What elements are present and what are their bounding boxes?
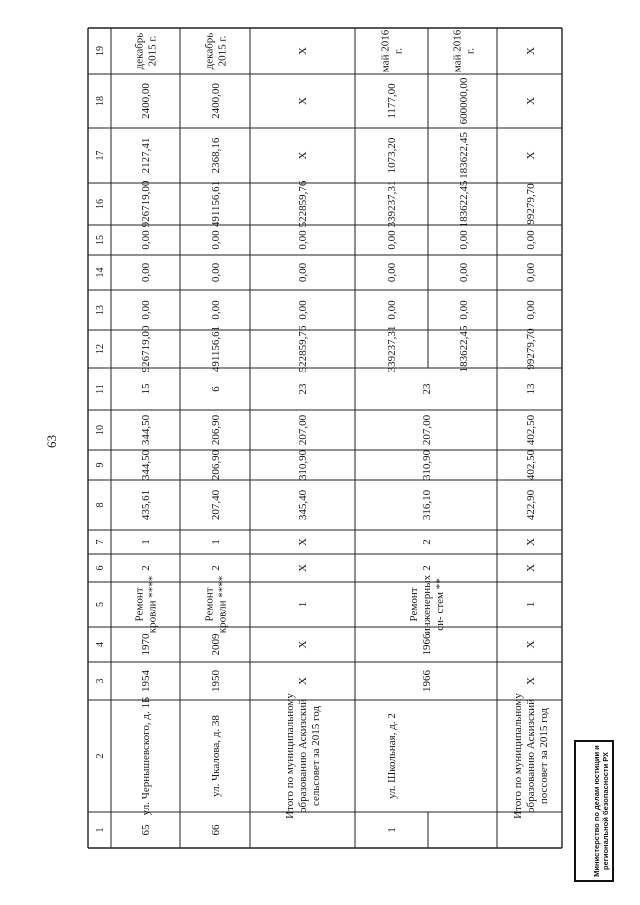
- svg-text:0,00: 0,00: [209, 230, 222, 250]
- svg-text:1950: 1950: [209, 670, 222, 692]
- column-header-5: [95, 602, 106, 607]
- cell-r3-c18: [297, 97, 309, 105]
- svg-text:17: 17: [95, 150, 106, 161]
- stamp-text: Министерство по делам юстиции и региональной безопасности РХ: [592, 745, 610, 877]
- svg-text:2009: 2009: [209, 633, 222, 656]
- svg-text:X: X: [296, 677, 309, 685]
- cell-r4-c2: [386, 713, 398, 799]
- cell-r3-c14: [297, 262, 309, 282]
- cell-r2-c9: [210, 449, 222, 480]
- svg-text:0,00: 0,00: [457, 262, 470, 283]
- cell-r5-c18: [458, 77, 470, 124]
- svg-text:X: X: [296, 97, 309, 105]
- svg-text:339237,31: 339237,31: [385, 180, 398, 228]
- svg-text:339237,31: 339237,31: [385, 325, 398, 373]
- column-header-9: [95, 463, 106, 468]
- cell-r2-c4: [210, 633, 222, 656]
- cell-r1-c3: [140, 670, 152, 693]
- svg-text:Ремонтинженерныхси- стем **: Ремонтинженерныхси- стем **: [407, 574, 446, 635]
- cell-r6-c14: [525, 262, 537, 282]
- svg-text:X: X: [524, 538, 537, 546]
- svg-text:0,00: 0,00: [296, 300, 309, 320]
- svg-text:13: 13: [524, 383, 537, 395]
- cell-r2-c18: [210, 83, 222, 119]
- svg-text:926719,00: 926719,00: [139, 180, 152, 228]
- cell-r4-c1: [386, 827, 398, 833]
- cell-r1-c13: [140, 300, 152, 320]
- svg-text:Итого по муниципальномуобразов: Итого по муниципальномуобразованию Аскизскийсельсовет за 2015 год: [283, 693, 322, 819]
- svg-text:344,50: 344,50: [139, 414, 152, 446]
- svg-text:2400,00: 2400,00: [209, 83, 222, 119]
- svg-text:0,00: 0,00: [385, 230, 398, 250]
- cell-r6-c8: [525, 489, 537, 520]
- cell-r6-c2: [512, 693, 550, 819]
- cell-r1-c11: [140, 383, 152, 395]
- column-header-1: [95, 828, 106, 833]
- cell-r2-c3: [210, 670, 222, 693]
- cell-r4-c15: [386, 230, 398, 250]
- column-header-14: [95, 268, 106, 278]
- page-number: 63: [44, 435, 59, 448]
- cell-r2-c15: [210, 230, 222, 250]
- svg-text:ул. Чкалова, д. 38: ул. Чкалова, д. 38: [209, 715, 222, 797]
- svg-text:0,00: 0,00: [139, 230, 152, 250]
- svg-text:23: 23: [420, 383, 433, 395]
- cell-r6-c9: [525, 449, 537, 480]
- column-header-16: [95, 199, 106, 209]
- cell-r2-c5: [203, 576, 228, 634]
- cell-r1-c16: [140, 180, 152, 227]
- svg-text:402,50: 402,50: [524, 449, 537, 481]
- cell-r6-c7: [525, 538, 537, 546]
- cell-r2-c7: [210, 539, 222, 545]
- cell-r3-c2: [284, 693, 322, 819]
- cell-r3-c12: [297, 325, 309, 372]
- svg-text:491156,61: 491156,61: [209, 325, 222, 373]
- cell-r6-c15: [525, 230, 537, 250]
- cell-r2-c10: [210, 414, 222, 445]
- cell-r5-c19: [451, 29, 476, 72]
- svg-text:X: X: [296, 640, 309, 649]
- svg-text:1073,20: 1073,20: [385, 137, 398, 174]
- cell-r5-c16: [458, 180, 470, 227]
- svg-text:4: 4: [95, 642, 106, 647]
- svg-text:18: 18: [95, 96, 106, 106]
- cell-r6-c10: [525, 414, 537, 445]
- svg-text:0,00: 0,00: [139, 262, 152, 283]
- cell-r3-c7: [297, 538, 309, 546]
- cell-r2-c19: [203, 33, 228, 70]
- svg-text:310,90: 310,90: [420, 449, 433, 481]
- cell-r1-c15: [140, 230, 152, 250]
- column-header-2: [95, 754, 106, 759]
- svg-text:207,00: 207,00: [296, 414, 309, 446]
- cell-r4-c18: [386, 83, 398, 119]
- svg-text:6: 6: [209, 386, 222, 392]
- svg-text:0,00: 0,00: [209, 300, 222, 320]
- column-header-18: [95, 96, 106, 106]
- svg-text:1: 1: [385, 827, 398, 833]
- svg-text:11: 11: [95, 384, 106, 394]
- cell-r6-c18: [525, 97, 537, 105]
- svg-text:0,00: 0,00: [457, 230, 470, 250]
- cell-r1-c1: [140, 824, 152, 836]
- svg-text:435,61: 435,61: [139, 489, 152, 521]
- cell-r5-c15: [458, 230, 470, 250]
- cell-r5-c13: [458, 300, 470, 320]
- cell-r6-c13: [525, 300, 537, 320]
- cell-r4-c17: [386, 137, 398, 173]
- svg-text:207,00: 207,00: [420, 414, 433, 446]
- cell-r1-c10: [140, 414, 152, 445]
- svg-text:16: 16: [95, 199, 106, 209]
- cell-r1-c9: [140, 449, 152, 480]
- svg-text:13: 13: [95, 305, 106, 315]
- column-header-17: [95, 151, 106, 161]
- svg-text:345,40: 345,40: [296, 489, 309, 521]
- cell-r3-c3: [297, 677, 309, 685]
- svg-text:ул. Школьная, д. 2: ул. Школьная, д. 2: [385, 713, 398, 799]
- svg-text:1966: 1966: [420, 670, 433, 692]
- column-header-7: [95, 540, 106, 545]
- column-header-15: [95, 235, 106, 245]
- svg-text:ул. Чернышевского, д. 1Б: ул. Чернышевского, д. 1Б: [139, 696, 152, 816]
- cell-r3-c4: [297, 640, 309, 648]
- svg-text:206,90: 206,90: [209, 414, 222, 446]
- cell-r2-c13: [210, 300, 222, 320]
- svg-text:6: 6: [95, 565, 106, 571]
- cell-r1-c2: [140, 697, 152, 816]
- svg-text:183622,45: 183622,45: [457, 325, 470, 373]
- svg-text:X: X: [524, 677, 537, 685]
- column-header-10: [95, 425, 106, 435]
- svg-text:1: 1: [95, 827, 106, 833]
- cell-r1-c17: [140, 138, 152, 174]
- svg-text:600000,00: 600000,00: [457, 77, 470, 125]
- svg-text:316,10: 316,10: [420, 489, 433, 521]
- svg-text:422,90: 422,90: [524, 489, 537, 521]
- svg-text:1970: 1970: [139, 633, 152, 656]
- cell-r2-c16: [210, 181, 222, 227]
- svg-text:2400,00: 2400,00: [139, 83, 152, 119]
- cell-r3-c9: [297, 449, 309, 480]
- svg-text:2: 2: [420, 565, 433, 571]
- svg-text:X: X: [296, 564, 309, 572]
- cell-r4-c12: [386, 326, 398, 373]
- cell-r5-c12: [458, 325, 470, 372]
- svg-text:402,50: 402,50: [524, 414, 537, 446]
- svg-text:926719,00: 926719,00: [139, 325, 152, 373]
- svg-text:310,90: 310,90: [296, 449, 309, 481]
- svg-text:8: 8: [95, 502, 106, 508]
- svg-text:X: X: [524, 47, 537, 55]
- svg-text:X: X: [524, 640, 537, 649]
- svg-text:2: 2: [95, 753, 106, 759]
- cell-r3-c6: [297, 564, 309, 572]
- cell-r2-c14: [210, 262, 222, 282]
- cell-r4-c13: [386, 300, 398, 320]
- cell-r2-c6: [210, 565, 222, 571]
- svg-text:2368,16: 2368,16: [209, 137, 222, 174]
- svg-text:2: 2: [420, 539, 433, 545]
- svg-text:0,00: 0,00: [296, 262, 309, 283]
- column-header-8: [95, 503, 106, 508]
- cell-r2-c8: [210, 489, 222, 520]
- cell-r6-c11: [525, 383, 537, 395]
- svg-text:2127,41: 2127,41: [139, 137, 152, 174]
- cell-r3-c8: [297, 489, 309, 520]
- column-header-19: [95, 46, 106, 56]
- cell-r6-c6: [525, 564, 537, 572]
- svg-text:0,00: 0,00: [385, 262, 398, 283]
- svg-text:1966: 1966: [420, 633, 433, 656]
- svg-text:5: 5: [95, 602, 106, 607]
- cell-r3-c11: [297, 383, 309, 395]
- cell-r4-c3: [421, 670, 433, 693]
- svg-text:1: 1: [139, 539, 152, 545]
- svg-text:декабрь2015 г.: декабрь2015 г.: [203, 32, 229, 70]
- svg-text:X: X: [524, 564, 537, 572]
- cell-r6-c12: [525, 328, 537, 370]
- cell-r2-c17: [210, 137, 222, 173]
- svg-text:19: 19: [95, 46, 106, 56]
- svg-text:2: 2: [139, 565, 152, 571]
- cell-r3-c17: [297, 151, 309, 159]
- svg-text:12: 12: [95, 344, 106, 354]
- column-header-12: [95, 344, 106, 354]
- svg-text:0,00: 0,00: [524, 230, 537, 250]
- svg-text:7: 7: [95, 539, 106, 545]
- cell-r4-c8: [421, 489, 433, 520]
- cell-r4-c16: [386, 181, 398, 228]
- svg-text:декабрь2015 г.: декабрь2015 г.: [133, 32, 159, 70]
- svg-text:9: 9: [95, 462, 106, 468]
- cell-r2-c1: [210, 824, 222, 836]
- svg-text:206,90: 206,90: [209, 449, 222, 481]
- svg-text:0,00: 0,00: [139, 300, 152, 320]
- cell-r1-c5: [133, 576, 158, 634]
- svg-text:522859,76: 522859,76: [296, 180, 309, 228]
- cell-r2-c2: [210, 715, 222, 797]
- svg-text:15: 15: [95, 235, 106, 245]
- svg-text:0,00: 0,00: [524, 262, 537, 283]
- svg-text:14: 14: [95, 267, 106, 278]
- cell-r3-c10: [297, 414, 309, 445]
- svg-text:Итого по муниципальномуобразов: Итого по муниципальномуобразованию Аскизскийпоссовет за 2015 год: [511, 693, 550, 819]
- cell-r4-c19: [379, 29, 404, 72]
- svg-text:X: X: [524, 97, 537, 105]
- svg-text:май 2016г.: май 2016г.: [379, 29, 405, 73]
- svg-text:0,00: 0,00: [209, 262, 222, 283]
- cell-r3-c15: [297, 230, 309, 250]
- cell-r5-c14: [458, 262, 470, 282]
- cell-r1-c19: [133, 33, 158, 70]
- cell-r6-c17: [525, 151, 537, 159]
- svg-text:99279,70: 99279,70: [524, 328, 537, 370]
- cell-r5-c17: [458, 132, 470, 179]
- svg-text:1: 1: [524, 601, 537, 608]
- cell-r4-c5: [408, 574, 446, 634]
- cell-r2-c11: [210, 386, 222, 392]
- column-header-13: [95, 305, 106, 315]
- cell-r4-c10: [421, 414, 433, 445]
- column-header-3: [95, 679, 106, 684]
- svg-text:491156,61: 491156,61: [209, 180, 222, 228]
- cell-r3-c16: [297, 180, 309, 227]
- cell-r1-c7: [140, 539, 152, 545]
- svg-text:10: 10: [95, 425, 106, 435]
- cell-r1-c4: [140, 633, 152, 656]
- svg-text:X: X: [296, 151, 309, 160]
- cell-r3-c13: [297, 300, 309, 320]
- svg-text:183622,45: 183622,45: [457, 180, 470, 228]
- registration-stamp: [574, 740, 614, 882]
- cell-r1-c14: [140, 262, 152, 282]
- svg-text:344,50: 344,50: [139, 449, 152, 481]
- cell-r6-c3: [525, 677, 537, 685]
- cell-r1-c8: [140, 490, 152, 520]
- svg-text:X: X: [524, 151, 537, 160]
- column-header-11: [95, 384, 106, 394]
- svg-text:183622,45: 183622,45: [457, 132, 470, 179]
- svg-text:23: 23: [296, 383, 309, 395]
- cell-r2-c12: [210, 326, 222, 372]
- cell-r6-c19: [525, 47, 537, 55]
- svg-text:0,00: 0,00: [524, 300, 537, 320]
- svg-text:X: X: [296, 538, 309, 546]
- cell-r1-c12: [140, 325, 152, 372]
- cell-r4-c14: [386, 262, 398, 282]
- svg-text:65: 65: [139, 824, 152, 836]
- cell-r4-c11: [421, 383, 433, 395]
- svg-text:1: 1: [296, 601, 309, 608]
- cell-r4-c6: [421, 565, 433, 571]
- cell-r3-c19: [297, 47, 309, 55]
- svg-text:0,00: 0,00: [385, 300, 398, 320]
- svg-text:2: 2: [209, 565, 222, 571]
- column-header-6: [95, 566, 106, 571]
- column-header-4: [95, 642, 106, 647]
- cell-r1-c6: [140, 565, 152, 571]
- svg-text:май 2016г.: май 2016г.: [451, 29, 477, 73]
- svg-text:66: 66: [209, 824, 222, 836]
- svg-text:X: X: [296, 47, 309, 55]
- cell-r4-c9: [421, 449, 433, 480]
- svg-text:0,00: 0,00: [457, 300, 470, 320]
- cell-r3-c5: [297, 602, 309, 608]
- svg-text:Ремонткровли ****: Ремонткровли ****: [203, 575, 229, 634]
- svg-text:1: 1: [209, 539, 222, 545]
- svg-text:1954: 1954: [139, 670, 152, 692]
- cell-r6-c5: [525, 602, 537, 608]
- svg-text:0,00: 0,00: [296, 230, 309, 250]
- svg-text:3: 3: [95, 678, 106, 684]
- svg-text:1177,00: 1177,00: [385, 83, 398, 119]
- cell-r4-c4: [421, 633, 433, 656]
- svg-text:15: 15: [139, 383, 152, 395]
- svg-text:522859,76: 522859,76: [296, 325, 309, 373]
- cell-r6-c16: [525, 183, 537, 225]
- svg-text:207,40: 207,40: [209, 489, 222, 521]
- cell-r1-c18: [140, 83, 152, 119]
- cell-r4-c7: [421, 539, 433, 545]
- svg-text:99279,70: 99279,70: [524, 183, 537, 225]
- cell-r6-c4: [525, 640, 537, 648]
- svg-text:Ремонткровли ****: Ремонткровли ****: [133, 575, 159, 634]
